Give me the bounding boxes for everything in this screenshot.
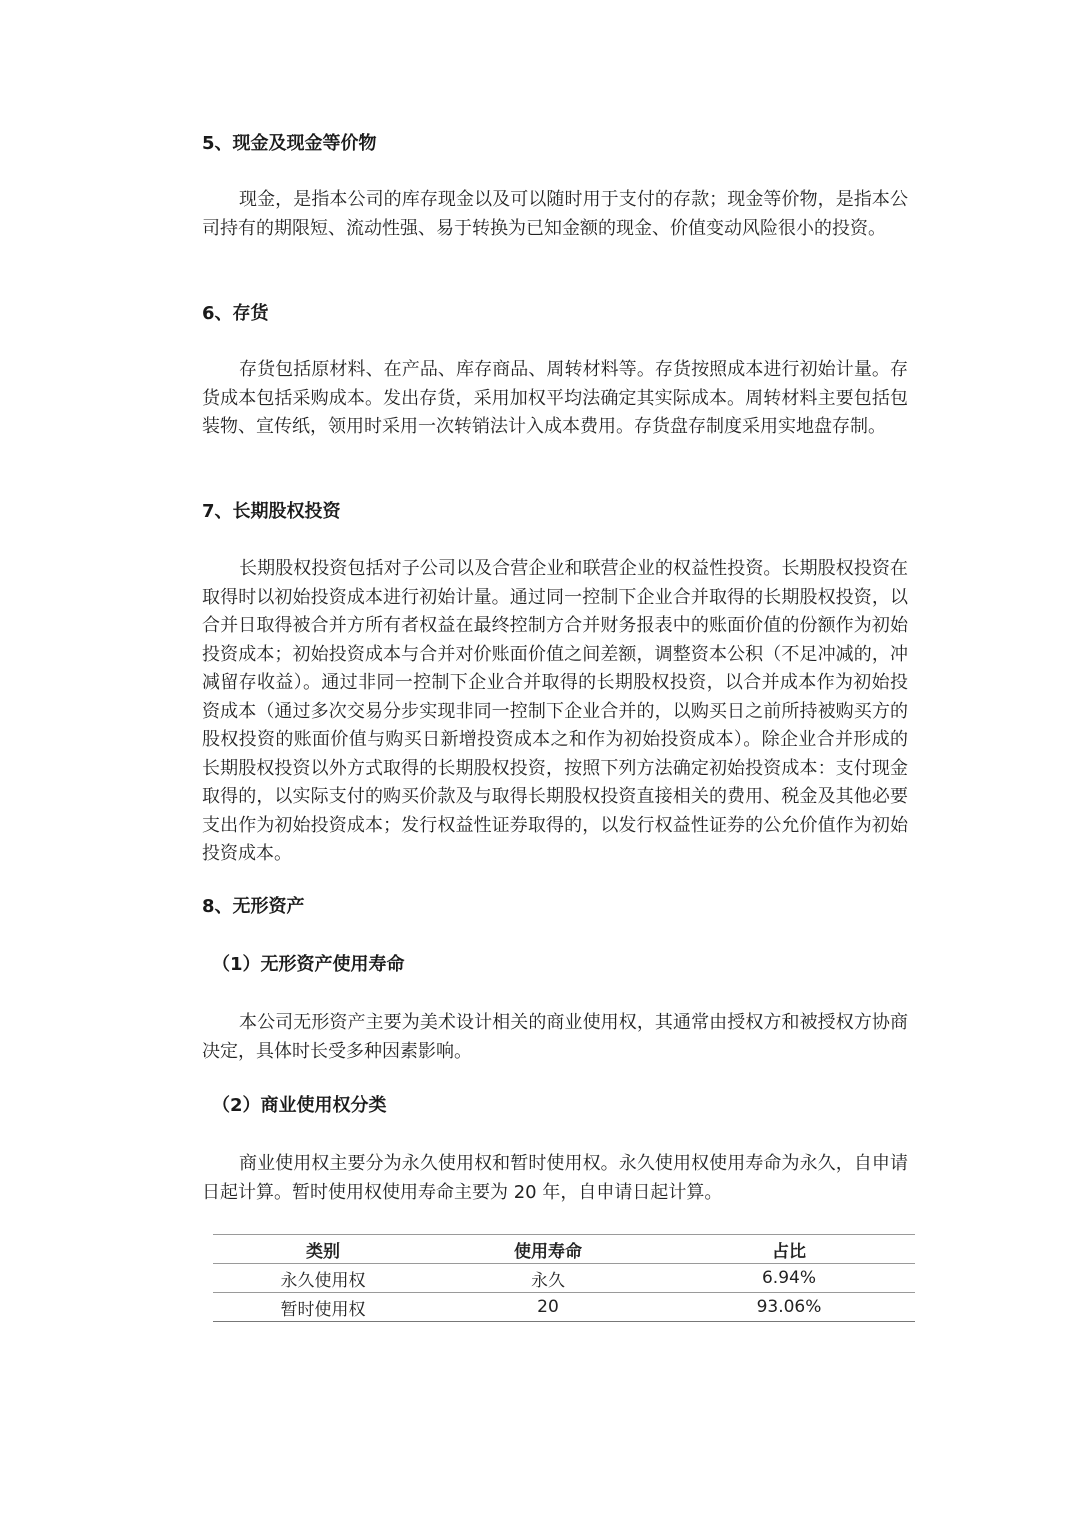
paragraph-usage-rights-classification: 商业使用权主要分为永久使用权和暂时使用权。永久使用权使用寿命为永久，自申请日起计算。暂时使用权使用寿命主要为 20 年，自申请日起计算。: [202, 1153, 908, 1203]
table-cell-category: 暂时使用权: [213, 1293, 433, 1322]
table-header-useful-life: 使用寿命: [433, 1235, 663, 1264]
table-cell-proportion: 6.94%: [663, 1264, 915, 1293]
paragraph-inventory: 存货包括原材料、在产品、库存商品、周转材料等。存货按照成本进行初始计量。存货成本包括采购成本。发出存货，采用加权平均法确定其实际成本。周转材料主要包括包装物、宣传纸，领用时采用一次转销法计入成本费用。存货盘存制度采用实地盘存制。: [202, 359, 908, 437]
table-header-row: [213, 1235, 915, 1264]
table-header-category: 类别: [213, 1235, 433, 1264]
paragraph-long-term-equity: 长期股权投资包括对子公司以及合营企业和联营企业的权益性投资。长期股权投资在取得时以初始投资成本进行初始计量。通过同一控制下企业合并取得的长期股权投资，以合并日取得被合并方所有者权益在最终控制方合并财务报表中的账面价值的份额作为初始投资成本；初始投资成本与合并对价账面价值之间差额，调整资本公积（不足冲减的，冲减留存收益）。通过非同一控制下企业合并取得的长期股权投资，以合并成本作为初始投资成本（通过多次交易分步实现非同一控制下企业合并的，以购买日之前所持被购买方的股权投资的账面价值与购买日新增投资成本之和作为初始投资成本）。除企业合并形成的长期股权投资以外方式取得的长期股权投资，按照下列方法确定初始投资成本：支付现金取得的，以实际支付的购买价款及与取得长期股权投资直接相关的费用、税金及其他必要支出作为初始投资成本；发行权益性证券取得的，以发行权益性证券的公允价值作为初始投资成本。: [202, 558, 908, 864]
table-cell-useful-life: 20: [433, 1293, 663, 1322]
paragraph-useful-life: 本公司无形资产主要为美术设计相关的商业使用权，其通常由授权方和被授权方协商决定，具体时长受多种因素影响。: [202, 1012, 908, 1062]
usage-rights-table: [213, 1234, 915, 1322]
table-cell-category: 永久使用权: [213, 1264, 433, 1293]
heading-cash-equivalents: 5、现金及现金等价物: [202, 133, 377, 154]
table-header-proportion: 占比: [663, 1235, 915, 1264]
table-row: [213, 1293, 915, 1322]
subheading-usage-rights-classification: （2）商业使用权分类: [212, 1095, 387, 1116]
table-row: [213, 1264, 915, 1293]
subheading-useful-life: （1）无形资产使用寿命: [212, 954, 405, 975]
heading-inventory: 6、存货: [202, 303, 269, 324]
paragraph-cash-equivalents: 现金，是指本公司的库存现金以及可以随时用于支付的存款；现金等价物，是指本公司持有的期限短、流动性强、易于转换为已知金额的现金、价值变动风险很小的投资。: [202, 189, 908, 239]
table-cell-proportion: 93.06%: [663, 1293, 915, 1322]
heading-long-term-equity: 7、长期股权投资: [202, 501, 341, 522]
heading-intangible-assets: 8、无形资产: [202, 896, 305, 917]
table-cell-useful-life: 永久: [433, 1264, 663, 1293]
